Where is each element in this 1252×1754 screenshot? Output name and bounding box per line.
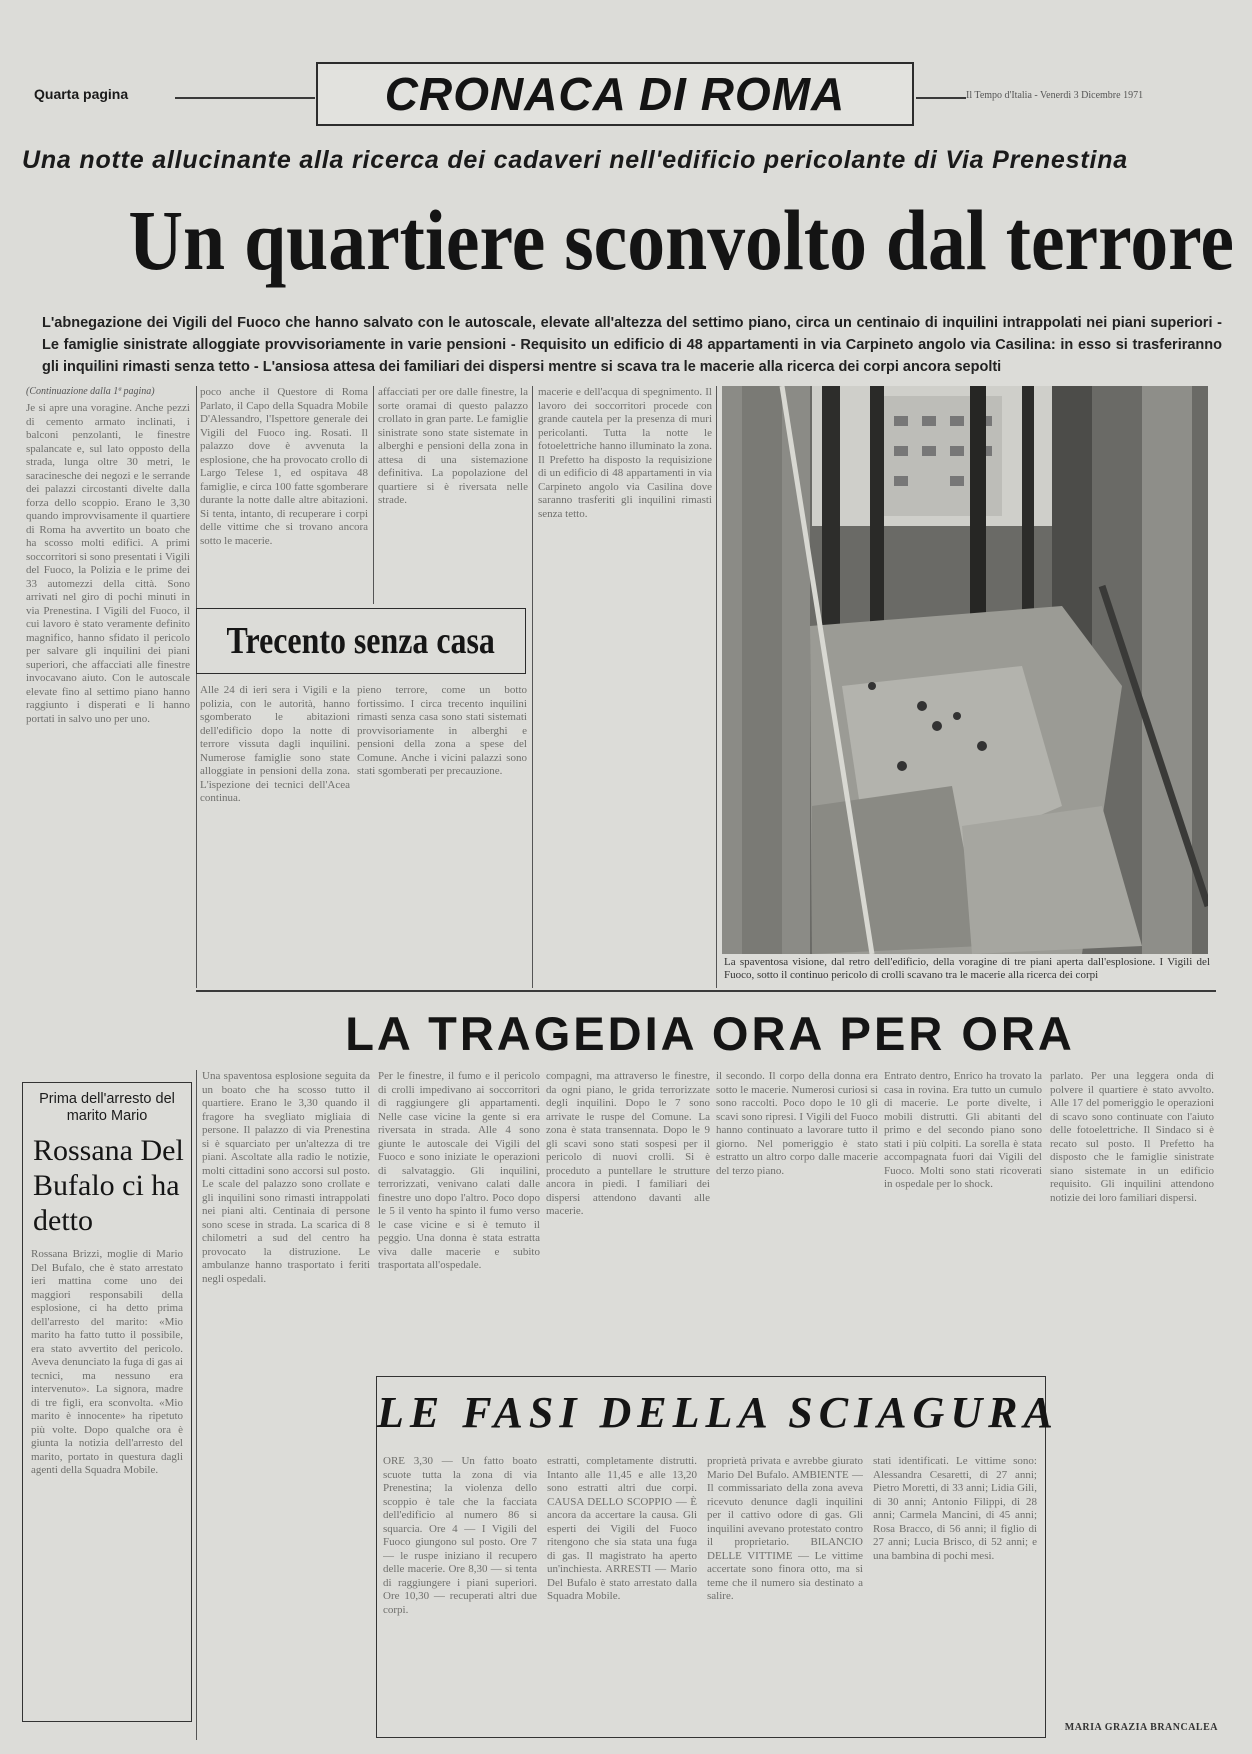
rossana-body: Rossana Brizzi, moglie di Mario Del Bufalo, che è stato arrestato ieri mattina come uno dei maggiori responsabili della esplosione, ci ha detto prima dell'arresto del marito: «Mio marito ha fatto tutto il possibile, era stato avvertito del pericolo. Aveva denunciato la fuga di gas ai tecnici, ma nessuno era intervenuto». La signora, madre di tre figli, era sconvolta. «Mio marito è innocente» ha ripetuto più volte. Dopo qualche ora è giunta la notizia dell'arresto del marito, portato in questura dagli agenti della Squadra Mobile. [31, 1248, 183, 1476]
signature: MARIA GRAZIA BRANCALEA [1064, 1722, 1218, 1733]
masthead-rule-right [916, 97, 966, 99]
tragedia-column: parlato. Per una leggera onda di polvere il quartiere è stato avvolto. Alle 17 del pomeriggio le operazioni di scavo sono continuate con l'aiuto delle fotoelettriche. Il Sindaco si è recato sul posto. Il Prefetto ha disposto che le famiglie sinistrate siano sistemate in un edificio requisito. Gli inquilini attendono notizie dei loro familiari dispersi. [1050, 1070, 1214, 1204]
rossana-headline: Rossana Del Bufalo ci ha detto [33, 1134, 184, 1237]
fasi-box [376, 1376, 1059, 1738]
tragedia-headline: LA TRAGEDIA ORA PER ORA [345, 1007, 1075, 1060]
tragedia-column: Per le finestre, il fumo e il pericolo di crolli impedivano ai soccorritori di raggiungere gli appartamenti. Nelle case vicine la gente si era riversata in strada. Alle 4 sono giunte le autoscale dei Vigili del Fuoco e sono iniziate le operazioni di salvataggio. Gli inquilini, terrorizzati, venivano calati dalle finestre uno dopo l'altro. Poco dopo le 5 il vento ha spinto il fumo verso le case vicine e si è temuto il peggio. Una donna è stata estratta viva dalle macerie e subito trasportata all'ospedale. [378, 1070, 540, 1271]
fasi-column: estratti, completamente distrutti. Intanto alle 11,45 e alle 13,20 sono estratti altri due corpi. CAUSA DELLO SCOPPIO — È ancora da accertare la causa. Gli esperti dei Vigili del Fuoco ritengono che sia stata una fuga di gas. Il magistrato ha aperto un'inchiesta. ARRESTI — Mario Del Bufalo è stato arrestato dalla Squadra Mobile. [547, 1455, 697, 1602]
rossana-box [22, 1082, 192, 1722]
col-rule [532, 386, 533, 988]
trecento-title-box [196, 608, 526, 674]
kicker: Una notte allucinante alla ricerca dei cadaveri nell'edificio pericolante di Via Prenestina [22, 146, 1128, 174]
subhead: L'abnegazione dei Vigili del Fuoco che hanno salvato con le autoscale, elevate all'altezza del settimo piano, circa un centinaio di inquilini intrappolati nei piani superiori - Le famiglie sinistrate alloggiate provvisoriamente in varie pensioni - Requisito un edificio di 48 appartamenti in via Carpineto angolo via Casilina: in esso si trasferiranno gli inquilini rimasti senza tetto - L'ansiosa attesa dei familiari dei dispersi mentre si scava tra le macerie alla ricerca dei corpi ancora sepolti [42, 315, 1222, 375]
photo-caption: La spaventosa visione, dal retro dell'edificio, della voragine di tre piani aperta dall'esplosione. I Vigili del Fuoco, sotto il continuo pericolo di crolli scavano tra le macerie alla ricerca dei corpi [724, 956, 1210, 981]
trecento-column: pieno terrore, come un botto fortissimo. I circa trecento inquilini rimasti senza casa sono stati sistemati provvisoriamente in alberghi e pensioni della zona a spese del Comune. Anche i vicini palazzi sono stati sgomberati per precauzione. [357, 684, 527, 777]
rubble-photo-illustration [722, 386, 1208, 954]
fasi-column: proprietà privata e avrebbe giurato Mario Del Bufalo. AMBIENTE — Il commissariato della zona aveva ricevuto denunce dagli inquilini per il cattivo odore di gas. Gli inquilini avevano protestato contro il proprietario. BILANCIO DELLE VITTIME — Le vittime accertate sono finora otto, ma si teme che il numero sia destinato a salire. [707, 1455, 863, 1602]
section-divider [196, 990, 1216, 992]
article-column: poco anche il Questore di Roma Parlato, il Capo della Squadra Mobile D'Alessandro, l'Ispettore generale dei Vigili del Fuoco ing. Rosati. Il palazzo dove è avvenuta la esplosione, che ha provocato crollo di Largo Telese 1, ed ospitava 48 famiglie, e circa 100 fatte sgomberare durante la notte dalle altre abitazioni. Si tenta, intanto, di recuperare i corpi delle vittime che si trovano ancora sotto le macerie. [200, 386, 368, 547]
article-column: Je si apre una voragine. Anche pezzi di cemento armato inclinati, i balconi penzolanti, le finestre spalancate e, sul lato opposto della strada, lunga oltre 30 metri, le saracinesche dei negozi e le serrande dei palazzi circostanti divelte dalla forza dello scoppio. Erano le 3,30 quando improvvisamente il quartiere di Roma ha avvertito un boato che ha scosso molti edifici. A primi soccorritori si sono presentati i Vigili del Fuoco, la Polizia e le prime dei 33 automezzi della città. Sono arrivati nel giro di pochi minuti in via Prenestina. I Vigili del Fuoco, il cui lavoro è stato veramente definito magnifico, hanno sfidato il pericolo per salvare gli inquilini dei piani superiori, che affacciati alle finestre invocavano aiuto. Con le autoscale elevate fino al settimo piano hanno raggiunto i disperati e li hanno portati in salvo uno per uno. [26, 402, 190, 725]
col-rule [196, 1070, 197, 1740]
tragedia-column: Entrato dentro, Enrico ha trovato la casa in rovina. Era tutto un cumulo di macerie. Le porte divelte, i mobili distrutti. Gli abitanti del primo e del secondo piano sono stati i più colpiti. La sorella è stata accompagnata fuori dai Vigili del Fuoco. Molti sono stati ricoverati in ospedale per lo shock. [884, 1070, 1042, 1190]
article-column: affacciati per ore dalle finestre, la sorte oramai di questo palazzo crollato in gran parte. Le famiglie sinistrate sono state sistemate in alberghi e pensioni della zona in attesa di una sistemazione definitiva. La popolazione del quartiere si è riversata nelle strade. [378, 386, 528, 506]
continuation-note: (Continuazione dalla 1ª pagina) [26, 386, 155, 397]
trecento-title: Trecento senza casa [226, 620, 496, 662]
disaster-photo [722, 386, 1208, 954]
fasi-title: LE FASI DELLA SCIAGURA [377, 1388, 1059, 1437]
page-label: Quarta pagina [34, 86, 129, 102]
fasi-column: stati identificati. Le vittime sono: Alessandra Cesaretti, di 27 anni; Pietro Moretti, di 33 anni; Lidia Gili, di 30 anni; Antonio Filippi, di 28 anni; Carmela Mancini, di 45 anni; Rosa Bracco, di 56 anni; il figlio di 27 anni; Lucia Brisco, di 52 anni; e una bambina di pochi mesi. [873, 1455, 1037, 1562]
col-rule [373, 386, 374, 604]
tragedia-column: il secondo. Il corpo della donna era sotto le macerie. Numerosi curiosi si sono raccolti. Poco dopo le 10 gli scavi sono ripresi. I Vigili del Fuoco hanno continuato a lavorare tutto il giorno. Nel pomeriggio è stato estratto un altro corpo dalle macerie del terzo piano. [716, 1070, 878, 1177]
fasi-column: ORE 3,30 — Un fatto boato scuote tutta la zona di via Prenestina; la violenza dello scoppio è tale che la facciata dell'edificio al numero 86 si squarcia. Ore 4 — I Vigili del Fuoco giungono sul posto. Ore 7 — le ruspe iniziano il recupero delle macerie. Ore 8,30 — si tenta di raggiungere i piani superiori. Ore 10,30 — recuperati altri due corpi. [383, 1455, 537, 1616]
main-headline: Un quartiere sconvolto dal terrore [128, 192, 1235, 288]
tragedia-column: compagni, ma attraverso le finestre, da ogni piano, le grida terrorizzate degli inquilini. Dopo le 7 sono arrivate le ruspe del Comune. La zona è stata transennata. Dopo le 9 gli scavi sono stati sospesi per il pericolo di nuovi crolli. Si è proceduto a puntellare le strutture ancora in piedi. I familiari dei dispersi attendono davanti alle macerie. [546, 1070, 710, 1217]
col-rule [716, 386, 717, 988]
rossana-kicker: Prima dell'arresto del marito Mario [39, 1091, 175, 1124]
col-rule [196, 386, 197, 988]
issue-line: Il Tempo d'Italia - Venerdì 3 Dicembre 1971 [966, 90, 1144, 101]
tragedia-column: Una spaventosa esplosione seguita da un boato che ha scosso tutto il quartiere. Erano le 3,30 quando il fragore ha svegliato migliaia di persone. Il palazzo di via Prenestina si è squarciato per un'altezza di tre piani. Ascoltate alla radio le notizie, molti cittadini sono accorsi sul posto. Le scale del palazzo sono crollate e gli inquilini sono rimasti intrappolati nei piani alti. Centinaia di persone sono scese in strada. La scarica di 8 chilometri a sud del centro ha provocato la distruzione. Le ambulanze hanno trasportato i feriti negli ospedali. [202, 1070, 370, 1285]
section-title-box [316, 62, 914, 126]
article-column: macerie e dell'acqua di spegnimento. Il lavoro dei soccorritori procede con grande cautela per la presenza di muri pericolanti. Tutta la notte le fotoelettriche hanno illuminato la zona. Il Prefetto ha disposto la requisizione di un edificio di 48 appartamenti in via Carpineto angolo via Casilina dove saranno trasferiti gli inquilini rimasti senza tetto. [538, 386, 712, 520]
masthead-rule-left [175, 97, 315, 99]
trecento-column: Alle 24 di ieri sera i Vigili e la polizia, con le autorità, hanno sgomberato le abitazioni dell'edificio dopo la notte di terrore vissuta dagli inquilini. Numerose famiglie sono state alloggiate in pensioni della zona. L'ispezione dei tecnici dell'Acea continua. [200, 684, 350, 804]
section-title: CRONACA DI ROMA [384, 68, 846, 120]
